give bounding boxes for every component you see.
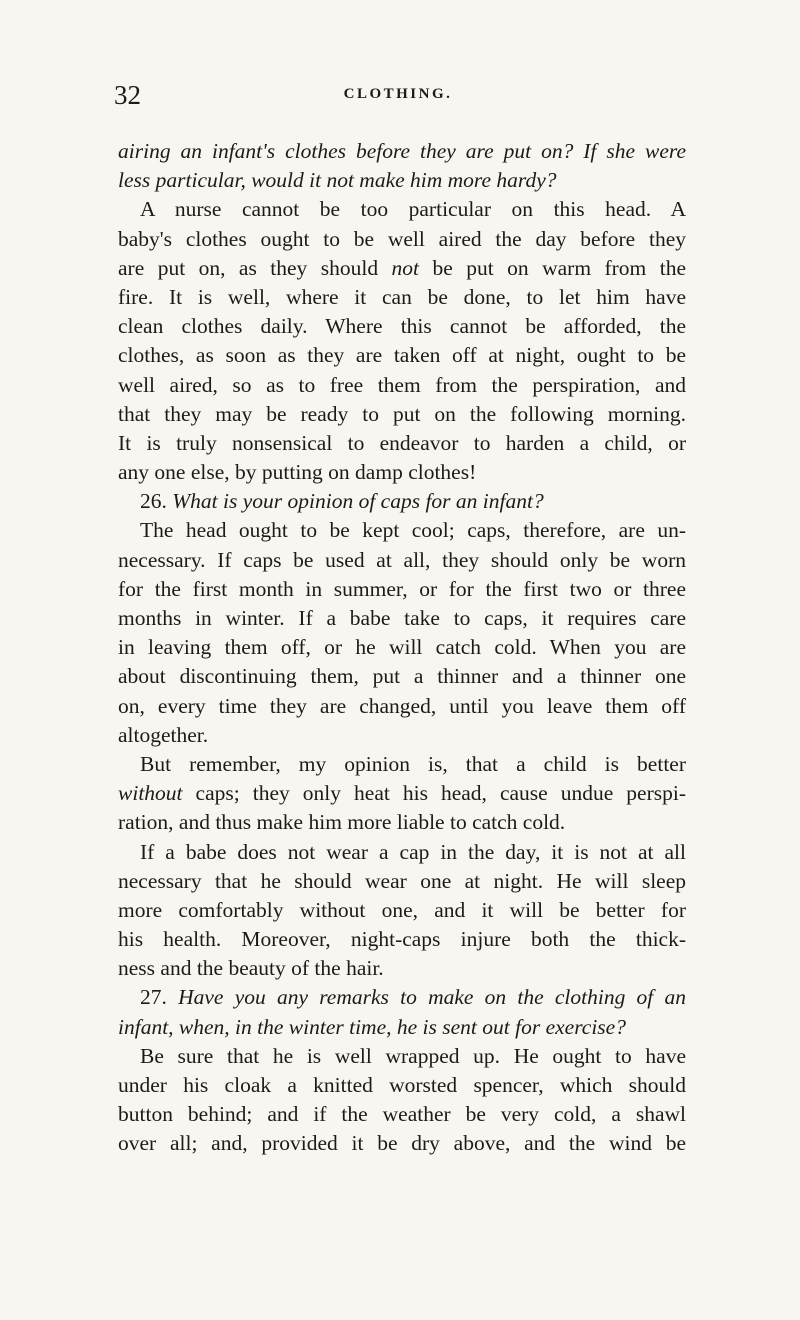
text-line — [118, 516, 686, 545]
text-line — [118, 195, 686, 224]
text-line — [118, 400, 686, 429]
text-line — [118, 254, 686, 283]
text-line — [118, 312, 686, 341]
text-line — [118, 166, 686, 195]
body-text — [118, 137, 686, 1159]
text-line — [118, 662, 686, 691]
italic-text-segment: Have you any remarks to make on the clothing of an — [178, 985, 687, 1010]
text-segment: are put on, as they should — [118, 255, 392, 280]
running-head: CLOTHING. — [343, 86, 453, 102]
text-segment: his health. Moreover, night-caps injure both the thick- — [118, 927, 686, 952]
text-line — [118, 1129, 686, 1158]
text-line — [118, 896, 686, 925]
text-segment: well aired, so as to free them from the perspiration, and — [118, 372, 686, 397]
text-line — [118, 575, 686, 604]
text-line — [118, 867, 686, 896]
text-segment: about discontinuing them, put a thinner and a thinner one — [118, 664, 686, 689]
text-line — [118, 779, 686, 808]
text-segment: more comfortably without one, and it will be better for — [118, 897, 686, 922]
italic-text-segment: less particular, would it not make him more hardy? — [118, 168, 557, 193]
text-line — [118, 1013, 686, 1042]
text-segment: necessary. If caps be used at all, they should only be worn — [118, 547, 686, 572]
text-line — [118, 341, 686, 370]
text-segment: months in winter. If a babe take to caps, it requires care — [118, 606, 686, 630]
text-segment: fire. It is well, where it can be done, to let him have — [118, 284, 686, 309]
page-number: 32 — [114, 80, 141, 110]
text-line — [118, 487, 686, 516]
page-header — [114, 80, 682, 110]
text-line — [118, 808, 686, 837]
text-line — [118, 750, 686, 779]
text-line — [118, 954, 686, 983]
text-segment: If a babe does not wear a cap in the day, it is not at all — [140, 839, 686, 864]
text-segment: button behind; and if the weather be very cold, a shawl — [118, 1102, 686, 1127]
text-segment: caps; they only heat his head, cause undue perspi- — [182, 781, 686, 806]
text-line — [118, 225, 686, 254]
text-line — [118, 1100, 686, 1129]
text-segment: ness and the beauty of the hair. — [118, 956, 384, 981]
text-line — [118, 721, 686, 750]
text-line — [118, 1042, 686, 1071]
text-segment: under his cloak a knitted worsted spencer, which should — [118, 1073, 686, 1097]
text-segment: 27. — [140, 985, 179, 1010]
text-segment: necessary that he should wear one at night. He will sleep — [118, 868, 686, 893]
italic-text-segment: infant, when, in the winter time, he is sent out for exercise? — [118, 1014, 626, 1039]
text-line — [118, 371, 686, 400]
text-segment: But remember, my opinion is, that a child is better — [140, 751, 686, 776]
text-line — [118, 1071, 686, 1100]
text-line — [118, 925, 686, 954]
text-segment: 26. — [140, 489, 173, 514]
italic-text-segment: not — [391, 255, 420, 280]
text-segment: for the first month in summer, or for the first two or three — [118, 576, 686, 601]
italic-text-segment: airing an infant's clothes before they are put on? If she were — [118, 139, 686, 163]
text-segment: baby's clothes ought to be well aired the day before they — [118, 226, 686, 251]
text-segment: any one else, by putting on damp clothes! — [118, 460, 477, 485]
text-segment: A nurse cannot be too particular on this head. A — [140, 197, 686, 222]
text-line — [118, 838, 686, 867]
text-segment: be put on warm from the — [419, 255, 686, 280]
text-line — [118, 692, 686, 721]
text-segment: ration, and thus make him more liable to catch cold. — [118, 810, 566, 835]
text-segment: Be sure that he is well wrapped up. He ought to have — [140, 1043, 686, 1068]
text-segment: clothes, as soon as they are taken off at night, ought to be — [118, 343, 686, 368]
text-line — [118, 458, 686, 487]
italic-text-segment: What is your opinion of caps for an infant? — [172, 489, 544, 514]
text-segment: clean clothes daily. Where this cannot be afforded, the — [118, 314, 686, 339]
text-line — [118, 137, 686, 166]
text-segment: It is truly nonsensical to endeavor to harden a child, or — [118, 430, 686, 455]
text-line — [118, 429, 686, 458]
text-line — [118, 546, 686, 575]
text-line — [118, 983, 686, 1012]
text-segment: over all; and, provided it be dry above, and the wind be — [118, 1131, 686, 1156]
text-segment: on, every time they are changed, until you leave them off — [118, 693, 686, 718]
text-segment: in leaving them off, or he will catch cold. When you are — [118, 635, 686, 660]
italic-text-segment: without — [118, 781, 183, 806]
text-segment: The head ought to be kept cool; caps, therefore, are un- — [140, 518, 686, 543]
text-line — [118, 283, 686, 312]
text-line — [118, 604, 686, 633]
text-segment: altogether. — [118, 722, 209, 747]
text-segment: that they may be ready to put on the following morning. — [118, 401, 686, 426]
text-line — [118, 633, 686, 662]
